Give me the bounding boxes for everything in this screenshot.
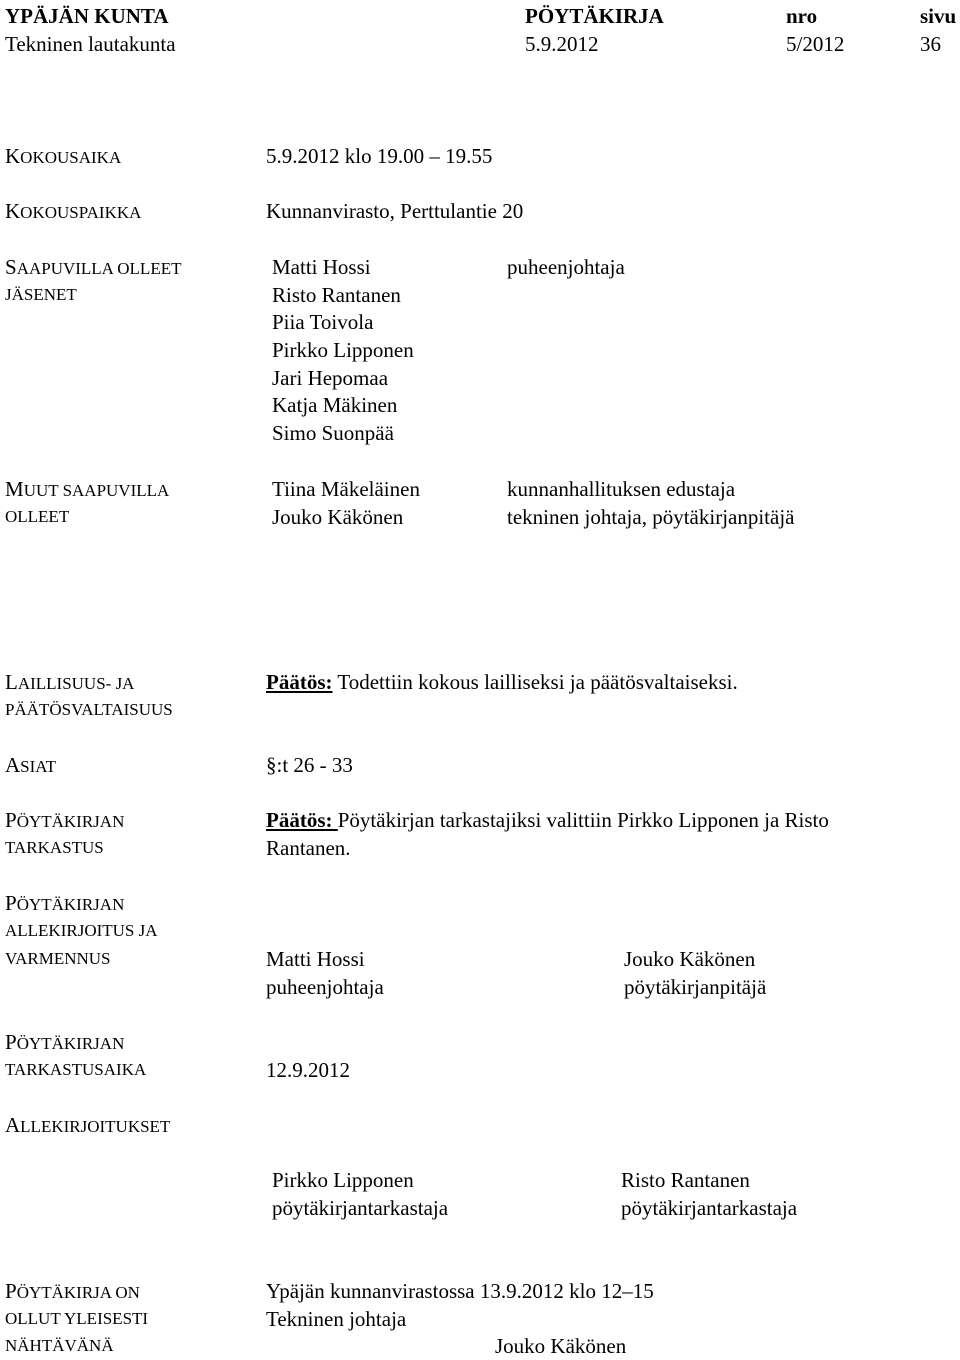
other-person-role: kunnanhallituksen edustaja	[507, 477, 736, 501]
nahtavana-label-line1: PÖYTÄKIRJA ON	[5, 1279, 140, 1303]
laillisuus-label-line2: PÄÄTÖSVALTAISUUS	[5, 700, 173, 719]
inspector-role: pöytäkirjantarkastaja	[621, 1196, 798, 1220]
allekirjoitus-label-line1: PÖYTÄKIRJAN	[5, 891, 125, 915]
nahtavana-label-line2: OLLUT YLEISESTI	[5, 1309, 149, 1328]
asiat-value: §:t 26 - 33	[266, 753, 353, 777]
nro-label: nro	[786, 4, 818, 28]
allekirjoitus-label-line2: ALLEKIRJOITUS JA	[5, 921, 158, 940]
nahtavana-title: Tekninen johtaja	[266, 1307, 407, 1331]
kokouspaikka-label: KOKOUSPAIKKA	[5, 199, 142, 223]
member-name: Matti Hossi	[272, 255, 371, 279]
members-label-line2: JÄSENET	[5, 285, 77, 304]
nahtavana-label-line3: NÄHTÄVÄNÄ	[5, 1336, 114, 1355]
member-name: Risto Rantanen	[272, 283, 401, 307]
nahtavana-place: Ypäjän kunnanvirastossa 13.9.2012 klo 12–15	[266, 1279, 654, 1303]
other-person-name: Tiina Mäkeläinen	[272, 477, 420, 501]
signer-role: pöytäkirjanpitäjä	[624, 975, 767, 999]
signer-role: puheenjohtaja	[266, 975, 384, 999]
kokouspaikka-value: Kunnanvirasto, Perttulantie 20	[266, 199, 524, 223]
others-label-line2: OLLEET	[5, 507, 70, 526]
tarkastus-decision: Päätös: Pöytäkirjan tarkastajiksi valittiin Pirkko Lipponen ja Risto	[266, 808, 829, 832]
member-name: Katja Mäkinen	[272, 393, 398, 417]
page-number: 36	[920, 32, 941, 56]
board-name: Tekninen lautakunta	[5, 32, 176, 56]
member-name: Piia Toivola	[272, 310, 374, 334]
signer-name: Matti Hossi	[266, 947, 365, 971]
sivu-label: sivu	[920, 4, 957, 28]
document-type: PÖYTÄKIRJA	[525, 4, 664, 28]
decision-label: Päätös:	[266, 808, 338, 832]
inspector-role: pöytäkirjantarkastaja	[272, 1196, 449, 1220]
municipality-name: YPÄJÄN KUNTA	[5, 4, 169, 28]
member-name: Simo Suonpää	[272, 421, 394, 445]
tarkastusaika-label-line1: PÖYTÄKIRJAN	[5, 1030, 125, 1054]
tarkastus-decision-line2: Rantanen.	[266, 836, 351, 860]
member-name: Jari Hepomaa	[272, 366, 389, 390]
asiat-label: ASIAT	[5, 753, 57, 777]
kokousaika-value: 5.9.2012 klo 19.00 – 19.55	[266, 144, 493, 168]
meeting-date: 5.9.2012	[525, 32, 599, 56]
inspector-name: Pirkko Lipponen	[272, 1168, 414, 1192]
inspector-name: Risto Rantanen	[621, 1168, 750, 1192]
tarkastusaika-value: 12.9.2012	[266, 1058, 350, 1082]
others-label-line1: MUUT SAAPUVILLA	[5, 477, 170, 501]
tarkastus-label-line2: TARKASTUS	[5, 838, 104, 857]
allekirjoitus-label-line3: VARMENNUS	[5, 949, 111, 968]
signer-name: Jouko Käkönen	[624, 947, 756, 971]
decision-label: Päätös:	[266, 670, 333, 694]
laillisuus-decision: Päätös: Todettiin kokous lailliseksi ja päätösvaltaiseksi.	[266, 670, 738, 694]
allekirjoitukset-label: ALLEKIRJOITUKSET	[5, 1113, 171, 1137]
laillisuus-label-line1: LAILLISUUS- JA	[5, 670, 135, 694]
members-label-line1: SAAPUVILLA OLLEET	[5, 255, 182, 279]
tarkastus-label-line1: PÖYTÄKIRJAN	[5, 808, 125, 832]
kokousaika-label: KOKOUSAIKA	[5, 144, 122, 168]
nahtavana-name: Jouko Käkönen	[495, 1334, 627, 1358]
other-person-name: Jouko Käkönen	[272, 505, 404, 529]
nro-value: 5/2012	[786, 32, 845, 56]
tarkastusaika-label-line2: TARKASTUSAIKA	[5, 1060, 147, 1079]
member-name: Pirkko Lipponen	[272, 338, 414, 362]
other-person-role: tekninen johtaja, pöytäkirjanpitäjä	[507, 505, 795, 529]
member-role-chair: puheenjohtaja	[507, 255, 625, 279]
